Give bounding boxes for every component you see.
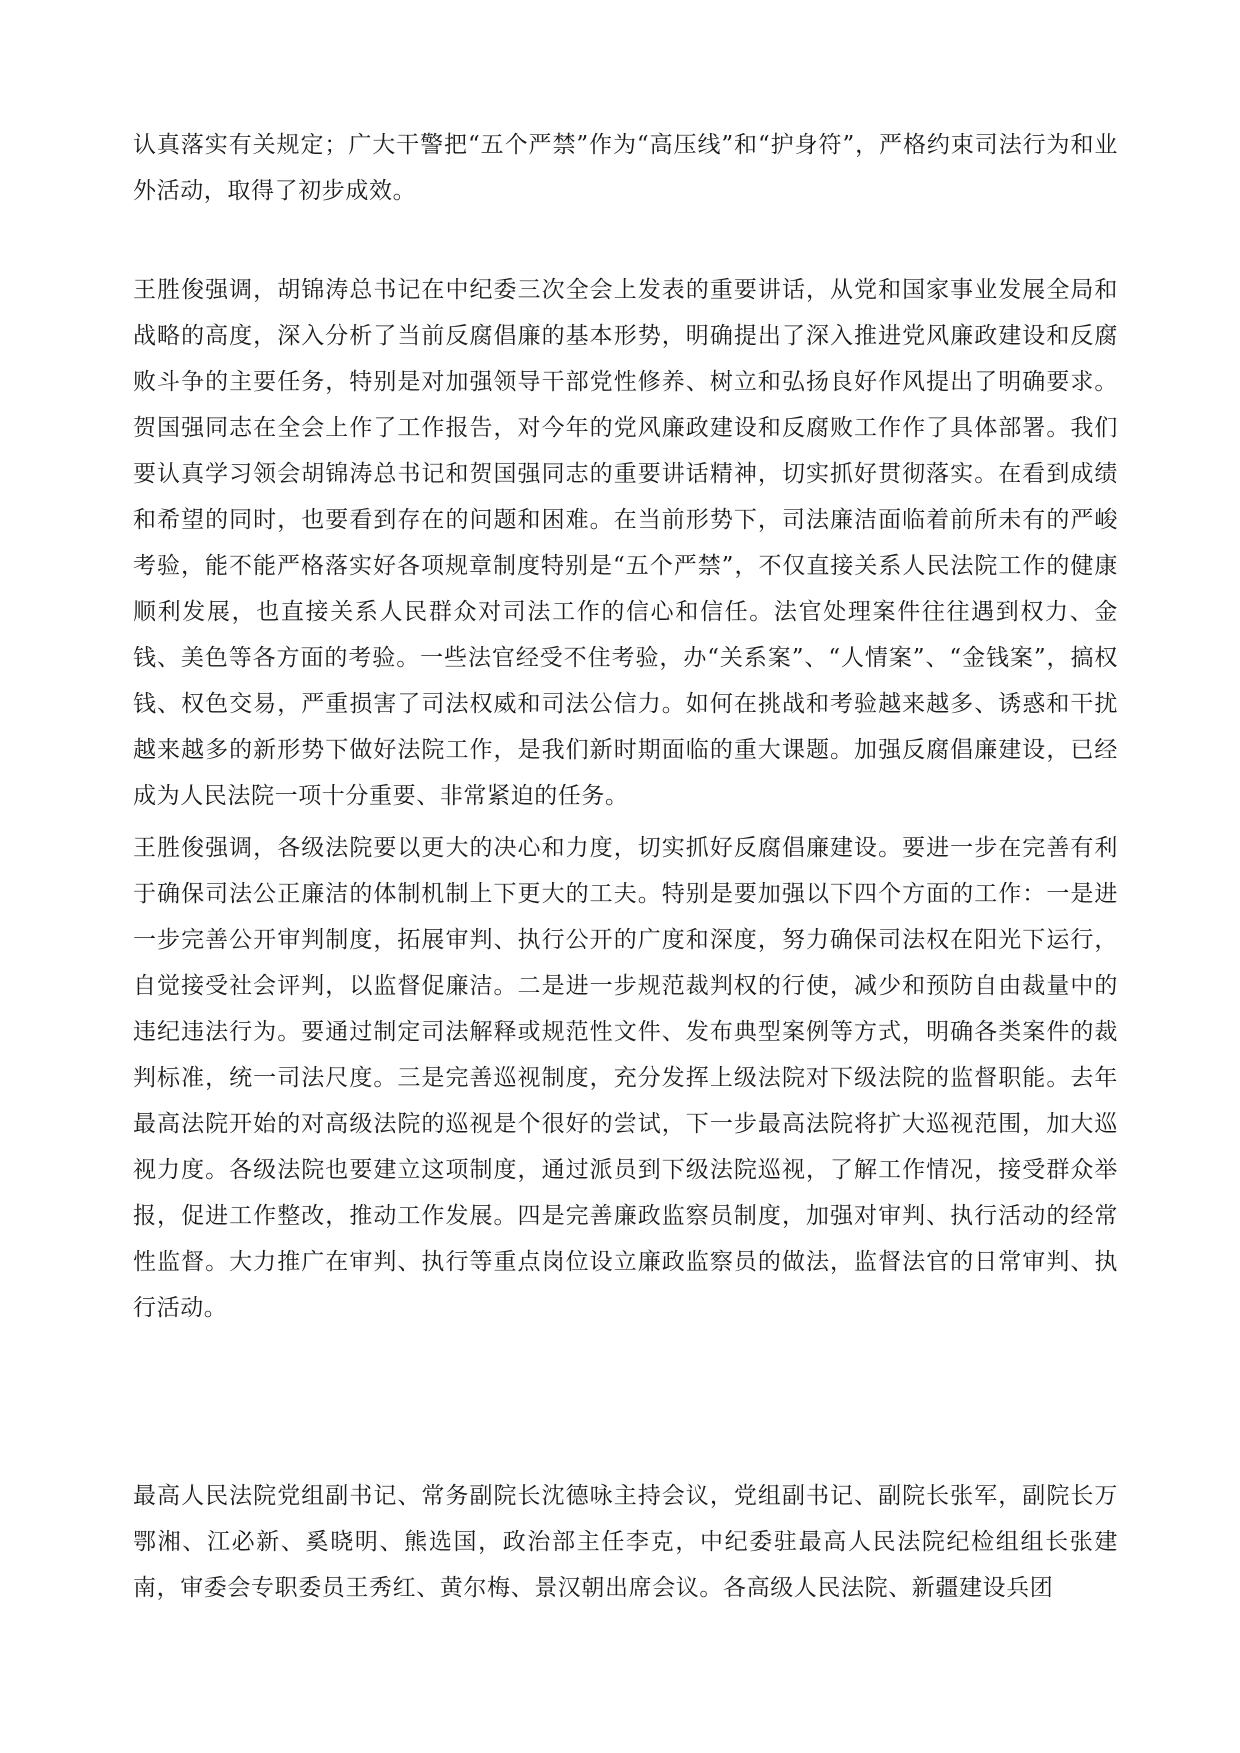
- paragraph-3: 王胜俊强调，各级法院要以更大的决心和力度，切实抓好反腐倡廉建设。要进一步在完善有利于确保司法公正廉洁的体制机制上下更大的工夫。特别是要加强以下四个方面的工作：一是进一步完善公开审判制度，拓展审判、执行公开的广度和深度，努力确保司法权在阳光下运行，自觉接受社会评判，以监督促廉洁。二是进一步规范裁判权的行使，减少和预防自由裁量中的违纪违法行为。要通过制定司法解释或规范性文件、发布典型案例等方式，明确各类案件的裁判标准，统一司法尺度。三是完善巡视制度，充分发挥上级法院对下级法院的监督职能。去年最高法院开始的对高级法院的巡视是个很好的尝试，下一步最高法院将扩大巡视范围，加大巡视力度。各级法院也要建立这项制度，通过派员到下级法院巡视，了解工作情况，接受群众举报，促进工作整改，推动工作发展。四是完善廉政监察员制度，加强对审判、执行活动的经常性监督。大力推广在审判、执行等重点岗位设立廉政监察员的做法，监督法官的日常审判、执行活动。: [133, 835, 1118, 1321]
- paragraph-2: 王胜俊强调，胡锦涛总书记在中纪委三次全会上发表的重要讲话，从党和国家事业发展全局和战略的高度，深入分析了当前反腐倡廉的基本形势，明确提出了深入推进党风廉政建设和反腐败斗争的主要任务，特别是对加强领导干部党性修养、树立和弘扬良好作风提出了明确要求。贺国强同志在全会上作了工作报告，对今年的党风廉政建设和反腐败工作作了具体部署。我们要认真学习领会胡锦涛总书记和贺国强同志的重要讲话精神，切实抓好贯彻落实。在看到成绩和希望的同时，也要看到存在的问题和困难。在当前形势下，司法廉洁面临着前所未有的严峻考验，能不能严格落实好各项规章制度特别是“五个严禁”，不仅直接关系人民法院工作的健康顺利发展，也直接关系人民群众对司法工作的信心和信任。法官处理案件往往遇到权力、金钱、美色等各方面的考验。一些法官经受不住考验，办“关系案”、“人情案”、“金钱案”，搞权钱、权色交易，严重损害了司法权威和司法公信力。如何在挑战和考验越来越多、诱惑和干扰越来越多的新形势下做好法院工作，是我们新时期面临的重大课题。加强反腐倡廉建设，已经成为人民法院一项十分重要、非常紧迫的任务。: [133, 277, 1118, 809]
- paragraph-1: 认真落实有关规定；广大干警把“五个严禁”作为“高压线”和“护身符”，严格约束司法行为和业外活动，取得了初步成效。: [133, 132, 1118, 204]
- paragraph-4: 最高人民法院党组副书记、常务副院长沈德咏主持会议，党组副书记、副院长张军，副院长万鄂湘、江必新、奚晓明、熊选国，政治部主任李克，中纪委驻最高人民法院纪检组组长张建南，审委会专职委员王秀红、黄尔梅、景汉朝出席会议。各高级人民法院、新疆建设兵团: [133, 1483, 1118, 1601]
